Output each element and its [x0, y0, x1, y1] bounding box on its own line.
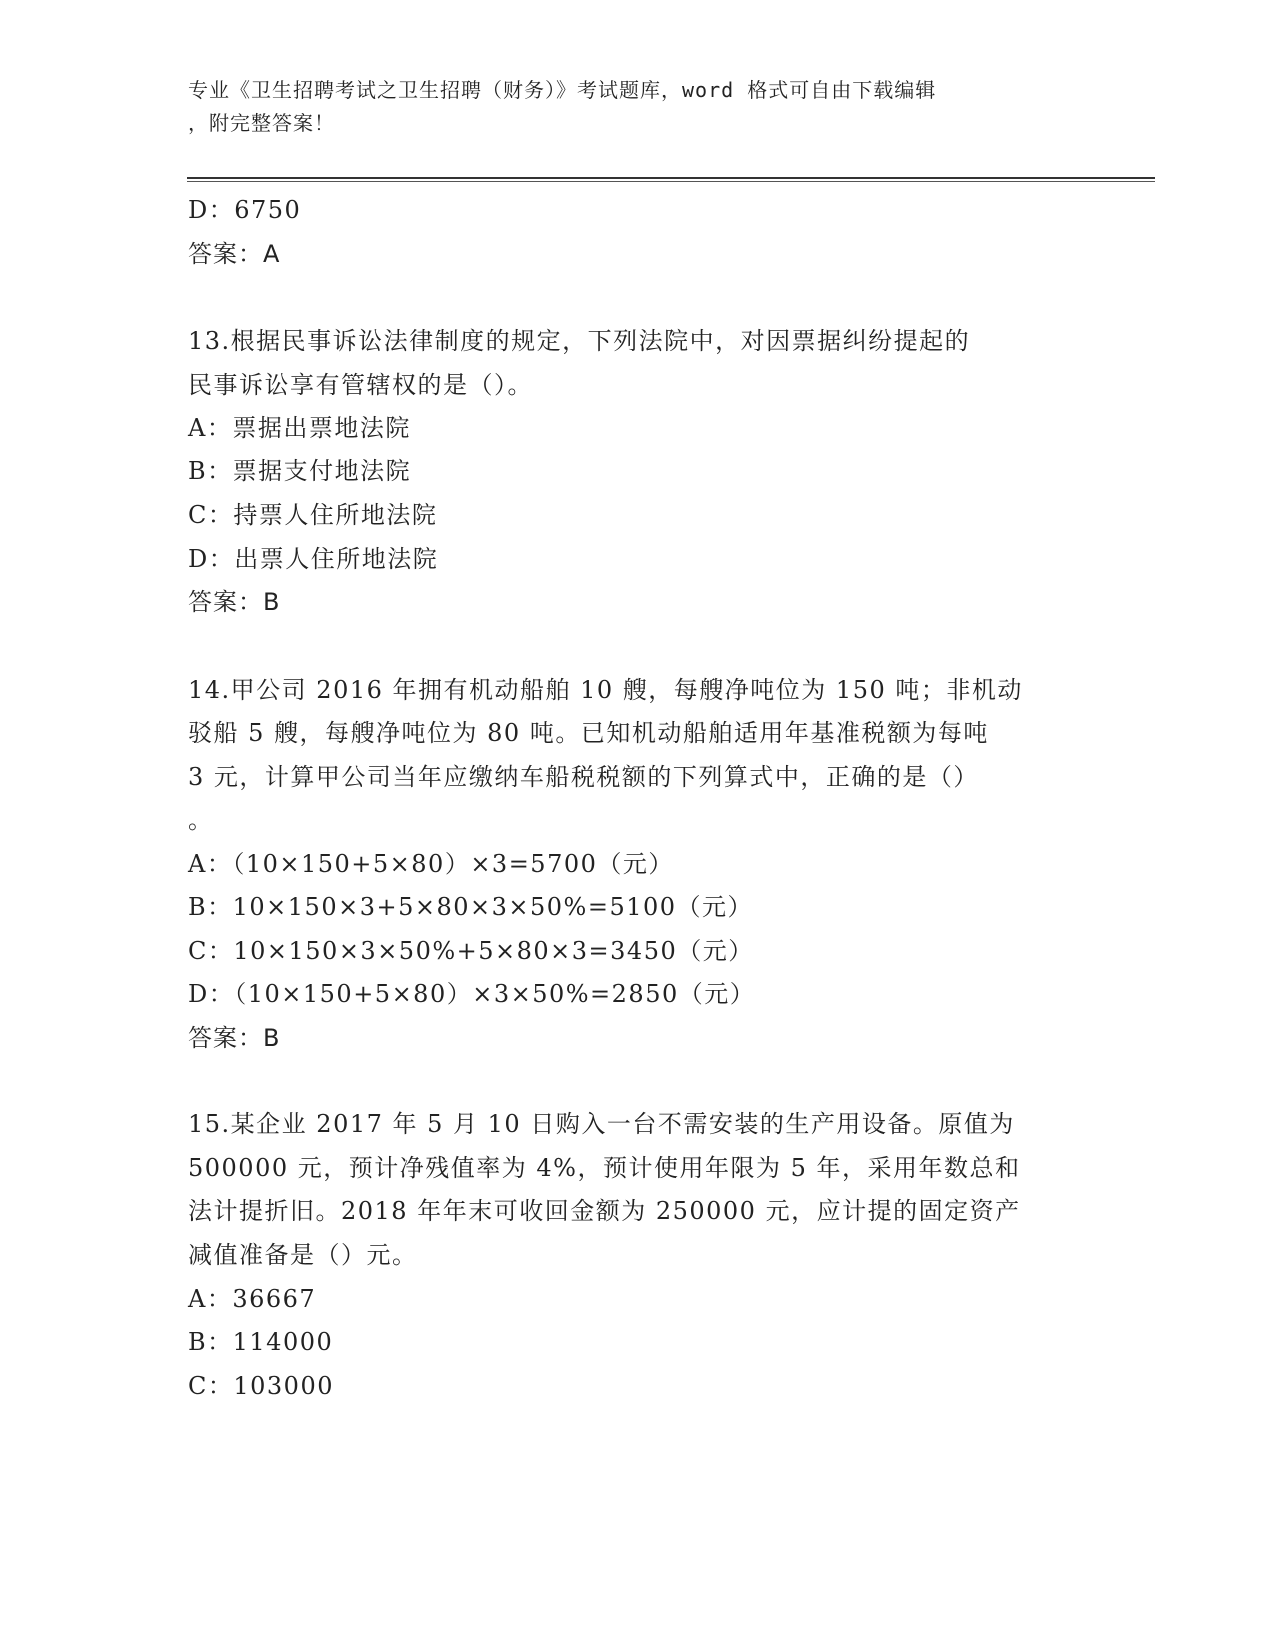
q13-option-c: C：持票人住所地法院: [188, 501, 438, 529]
q14-stem-line-4: 。: [188, 806, 214, 834]
q15-stem-line-2: 500000 元，预计净残值率为 4%，预计使用年限为 5 年，采用年数总和: [188, 1154, 1021, 1182]
q15-stem-line-1: 15.某企业 2017 年 5 月 10 日购入一台不需安装的生产用设备。原值为: [188, 1110, 1015, 1138]
q13-option-a: A：票据出票地法院: [188, 414, 411, 442]
q13-option-d: D：出票人住所地法院: [188, 545, 439, 573]
header-divider-thick: [187, 177, 1155, 179]
q15-stem-line-3: 法计提折旧。2018 年年末可收回金额为 250000 元，应计提的固定资产: [188, 1197, 1021, 1225]
header-divider-thin: [187, 181, 1155, 182]
q14-option-b: B：10×150×3+5×80×3×50%=5100（元）: [188, 893, 754, 921]
q14-option-d: D：（10×150+5×80）×3×50%=2850（元）: [188, 980, 756, 1008]
q14-answer: 答案：B: [188, 1024, 281, 1052]
q14-stem-line-1: 14.甲公司 2016 年拥有机动船舶 10 艘，每艘净吨位为 150 吨；非机动: [188, 676, 1023, 704]
q14-option-a: A：（10×150+5×80）×3=5700（元）: [188, 850, 674, 878]
q14-option-c: C：10×150×3×50%+5×80×3=3450（元）: [188, 937, 754, 965]
q13-stem-line-1: 13.根据民事诉讼法律制度的规定，下列法院中，对因票据纠纷提起的: [188, 327, 971, 355]
q13-option-b: B：票据支付地法院: [188, 457, 412, 485]
header-line-2: ，附完整答案！: [188, 111, 335, 135]
q13-answer: 答案：B: [188, 588, 281, 616]
q15-option-c: C：103000: [188, 1372, 334, 1400]
q13-stem-line-2: 民事诉讼享有管辖权的是（）。: [188, 371, 533, 399]
header-line-1: 专业《卫生招聘考试之卫生招聘（财务）》考试题库，word 格式可自由下载编辑: [188, 78, 937, 102]
prev-answer: 答案：A: [188, 240, 281, 268]
document-header: [188, 74, 1068, 140]
q15-option-b: B：114000: [188, 1328, 334, 1356]
q15-stem-line-4: 减值准备是（）元。: [188, 1241, 418, 1269]
prev-option-d: D：6750: [188, 196, 302, 224]
q14-stem-line-2: 驳船 5 艘，每艘净吨位为 80 吨。已知机动船舶适用年基准税额为每吨: [188, 719, 989, 747]
q14-stem-line-3: 3 元，计算甲公司当年应缴纳车船税税额的下列算式中，正确的是（）: [188, 763, 979, 791]
q15-option-a: A：36667: [188, 1285, 317, 1313]
